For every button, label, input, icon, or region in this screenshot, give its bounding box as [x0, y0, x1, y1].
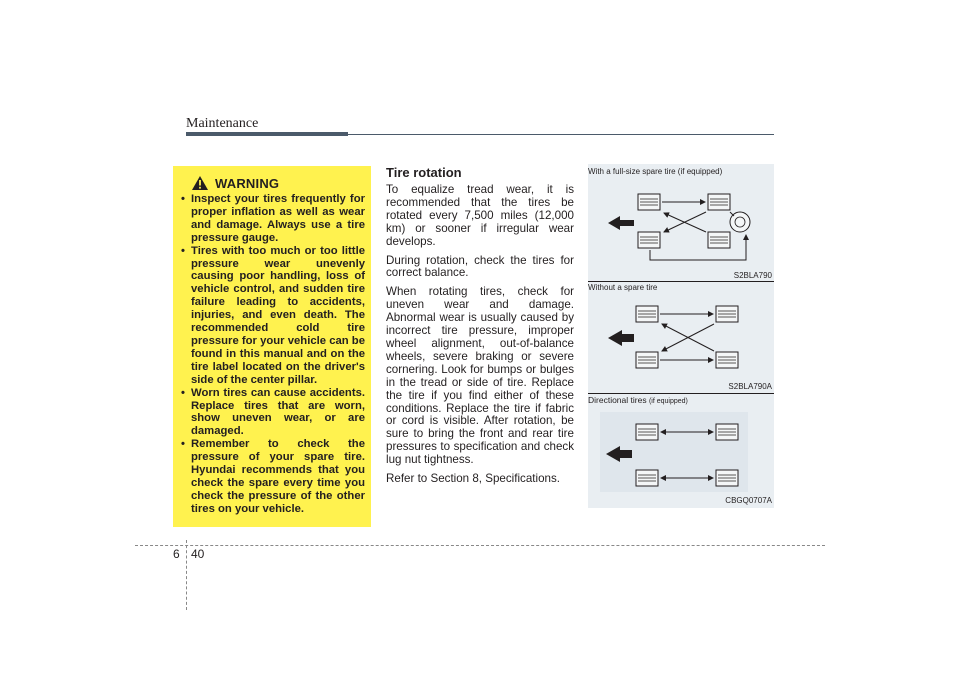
warning-title: WARNING — [215, 175, 280, 191]
warning-triangle-icon — [191, 175, 209, 191]
rotation-diagram-four-tire — [588, 296, 774, 380]
header-accent-bar — [186, 132, 348, 136]
body-paragraph: During rotation, check the tires for correct balance. — [386, 253, 574, 280]
page-header-title: Maintenance — [186, 116, 259, 131]
body-paragraph: When rotating tires, check for uneven wear and damage. Abnormal wear is usually caused by incorrect tire pressure, improper wheel alignment, out-of-balance wheels, severe braking or severe cornering. Look for bumps or bulges in the tread or side of tire. Replace the tire if you find either of these conditions. Replace the tire if fabric or cord is visible. After rotation, be sure to bring the front and rear tire pressures to specification and check lug nut tightness. — [386, 285, 574, 467]
warning-list — [179, 193, 365, 516]
figure-label: With a full-size spare tire (if equipped) — [588, 167, 723, 176]
body-paragraph: Refer to Section 8, Specifications. — [386, 472, 560, 486]
body-paragraph: To equalize tread wear, it is recommended that the tires be rotated every 7,500 miles (12,000 km) or sooner if irregular wear develops. — [386, 183, 574, 248]
figure-code: S2BLA790A — [728, 382, 772, 391]
figure-directional-tires — [588, 394, 774, 508]
warning-box — [173, 166, 371, 527]
rotation-diagram-five-tire — [588, 178, 774, 274]
warning-item: • Inspect your tires frequently for proper inflation as well as wear and damage. Always use a tire pressure gauge. — [179, 193, 365, 245]
warning-item: • Tires with too much or too little pressure wear unevenly causing poor handling, loss of vehicle control, and sudden tire failure leading to accidents, injuries, and even death. The recommended cold tire pressure for your vehicle can be found in this manual and on the tire label located on the driver's side of the center pillar. — [179, 245, 365, 387]
page-number: 40 — [191, 547, 205, 561]
figure-label: Directional tires (if equipped) — [588, 395, 688, 405]
rotation-diagram-directional — [600, 412, 760, 492]
figure-label: Without a spare tire — [588, 283, 658, 292]
front-direction-arrow-icon — [608, 330, 634, 346]
front-direction-arrow-icon — [608, 216, 634, 230]
figure-code: CBGQ0707A — [725, 496, 772, 505]
footer-divider — [186, 540, 187, 610]
chapter-number: 6 — [173, 547, 180, 561]
header-rule — [348, 134, 774, 135]
figure-code: S2BLA790 — [733, 271, 772, 280]
footer-rule — [135, 545, 825, 546]
section-title: Tire rotation — [386, 165, 462, 180]
warning-header — [191, 174, 279, 192]
figure-full-size-spare — [588, 164, 774, 284]
warning-item: • Remember to check the pressure of your spare tire. Hyundai recommends that you check the spare every time you check the pressure of the other tires on your vehicle. — [179, 438, 365, 515]
section-body — [386, 184, 574, 492]
warning-item: • Worn tires can cause accidents. Replace tires that are worn, show uneven wear, or are damaged. — [179, 387, 365, 439]
figure-without-spare — [588, 282, 774, 394]
